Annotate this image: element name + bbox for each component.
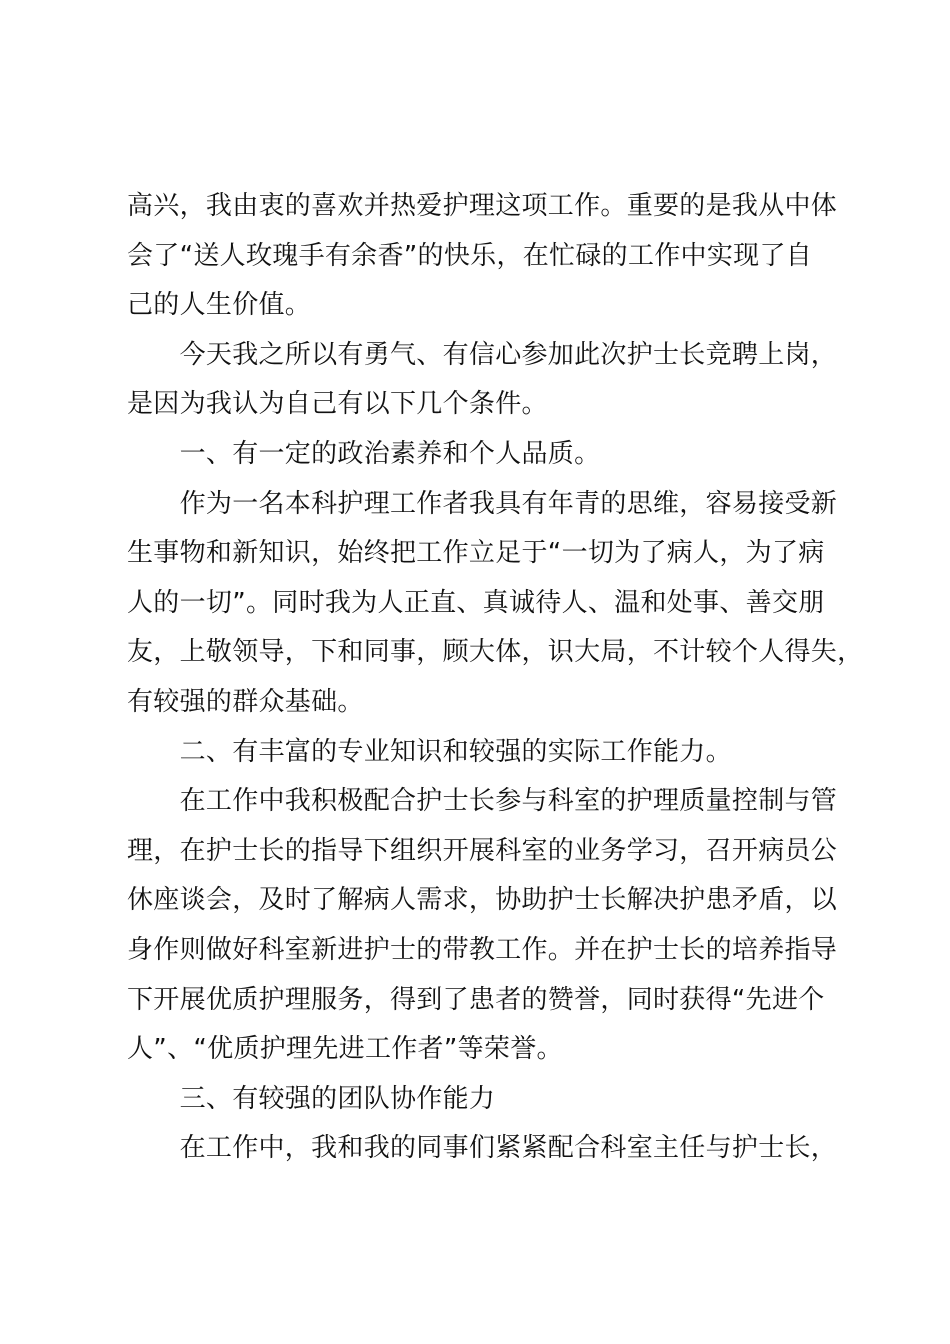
text-line: 生事物和新知识，始终把工作立足于“一切为了病人，为了病	[127, 538, 825, 569]
text-line: 己的人生价值。	[127, 290, 312, 321]
text-line: 人的一切”。同时我为人正直、真诚待人、温和处事、善交朋	[127, 587, 825, 618]
text-line: 作为一名本科护理工作者我具有年青的思维，容易接受新	[127, 488, 838, 519]
paragraph	[127, 1124, 839, 1174]
text-line: 在工作中我积极配合护士长参与科室的护理质量控制与管	[127, 786, 838, 817]
text-line: 一、有一定的政治素养和个人品质。	[127, 438, 601, 469]
text-line: 是因为我认为自己有以下几个条件。	[127, 389, 548, 420]
document-body	[127, 182, 864, 1174]
text-line: 休座谈会，及时了解病人需求，协助护士长解决护患矛盾，以	[127, 885, 838, 916]
text-line: 人”、“优质护理先进工作者”等荣誉。	[127, 1034, 563, 1065]
text-line: 三、有较强的团队协作能力	[127, 1083, 496, 1114]
text-line: 在工作中，我和我的同事们紧紧配合科室主任与护士长，	[127, 1133, 838, 1164]
paragraph	[127, 777, 839, 1075]
paragraph	[127, 480, 864, 728]
text-line: 高兴，我由衷的喜欢并热爱护理这项工作。重要的是我从中体	[127, 191, 838, 221]
text-line: 二、有丰富的专业知识和较强的实际工作能力。	[127, 736, 732, 767]
paragraph	[127, 182, 839, 331]
paragraph	[127, 331, 839, 430]
paragraph	[127, 728, 839, 778]
text-line: 理，在护士长的指导下组织开展科室的业务学习，召开病员公	[127, 835, 838, 866]
text-line: 身作则做好科室新进护士的带教工作。并在护士长的培养指导	[127, 934, 838, 965]
text-line: 今天我之所以有勇气、有信心参加此次护士长竞聘上岗，	[127, 339, 838, 370]
text-line: 有较强的群众基础。	[127, 686, 364, 717]
text-line: 下开展优质护理服务，得到了患者的赞誉，同时获得“先进个	[127, 984, 825, 1015]
text-line: 友，上敬领导，下和同事，顾大体，识大局，不计较个人得失，	[127, 637, 864, 668]
text-line: 会了“送人玫瑰手有余香”的快乐，在忙碌的工作中实现了自	[127, 240, 813, 271]
paragraph	[127, 1075, 839, 1125]
paragraph	[127, 430, 839, 480]
